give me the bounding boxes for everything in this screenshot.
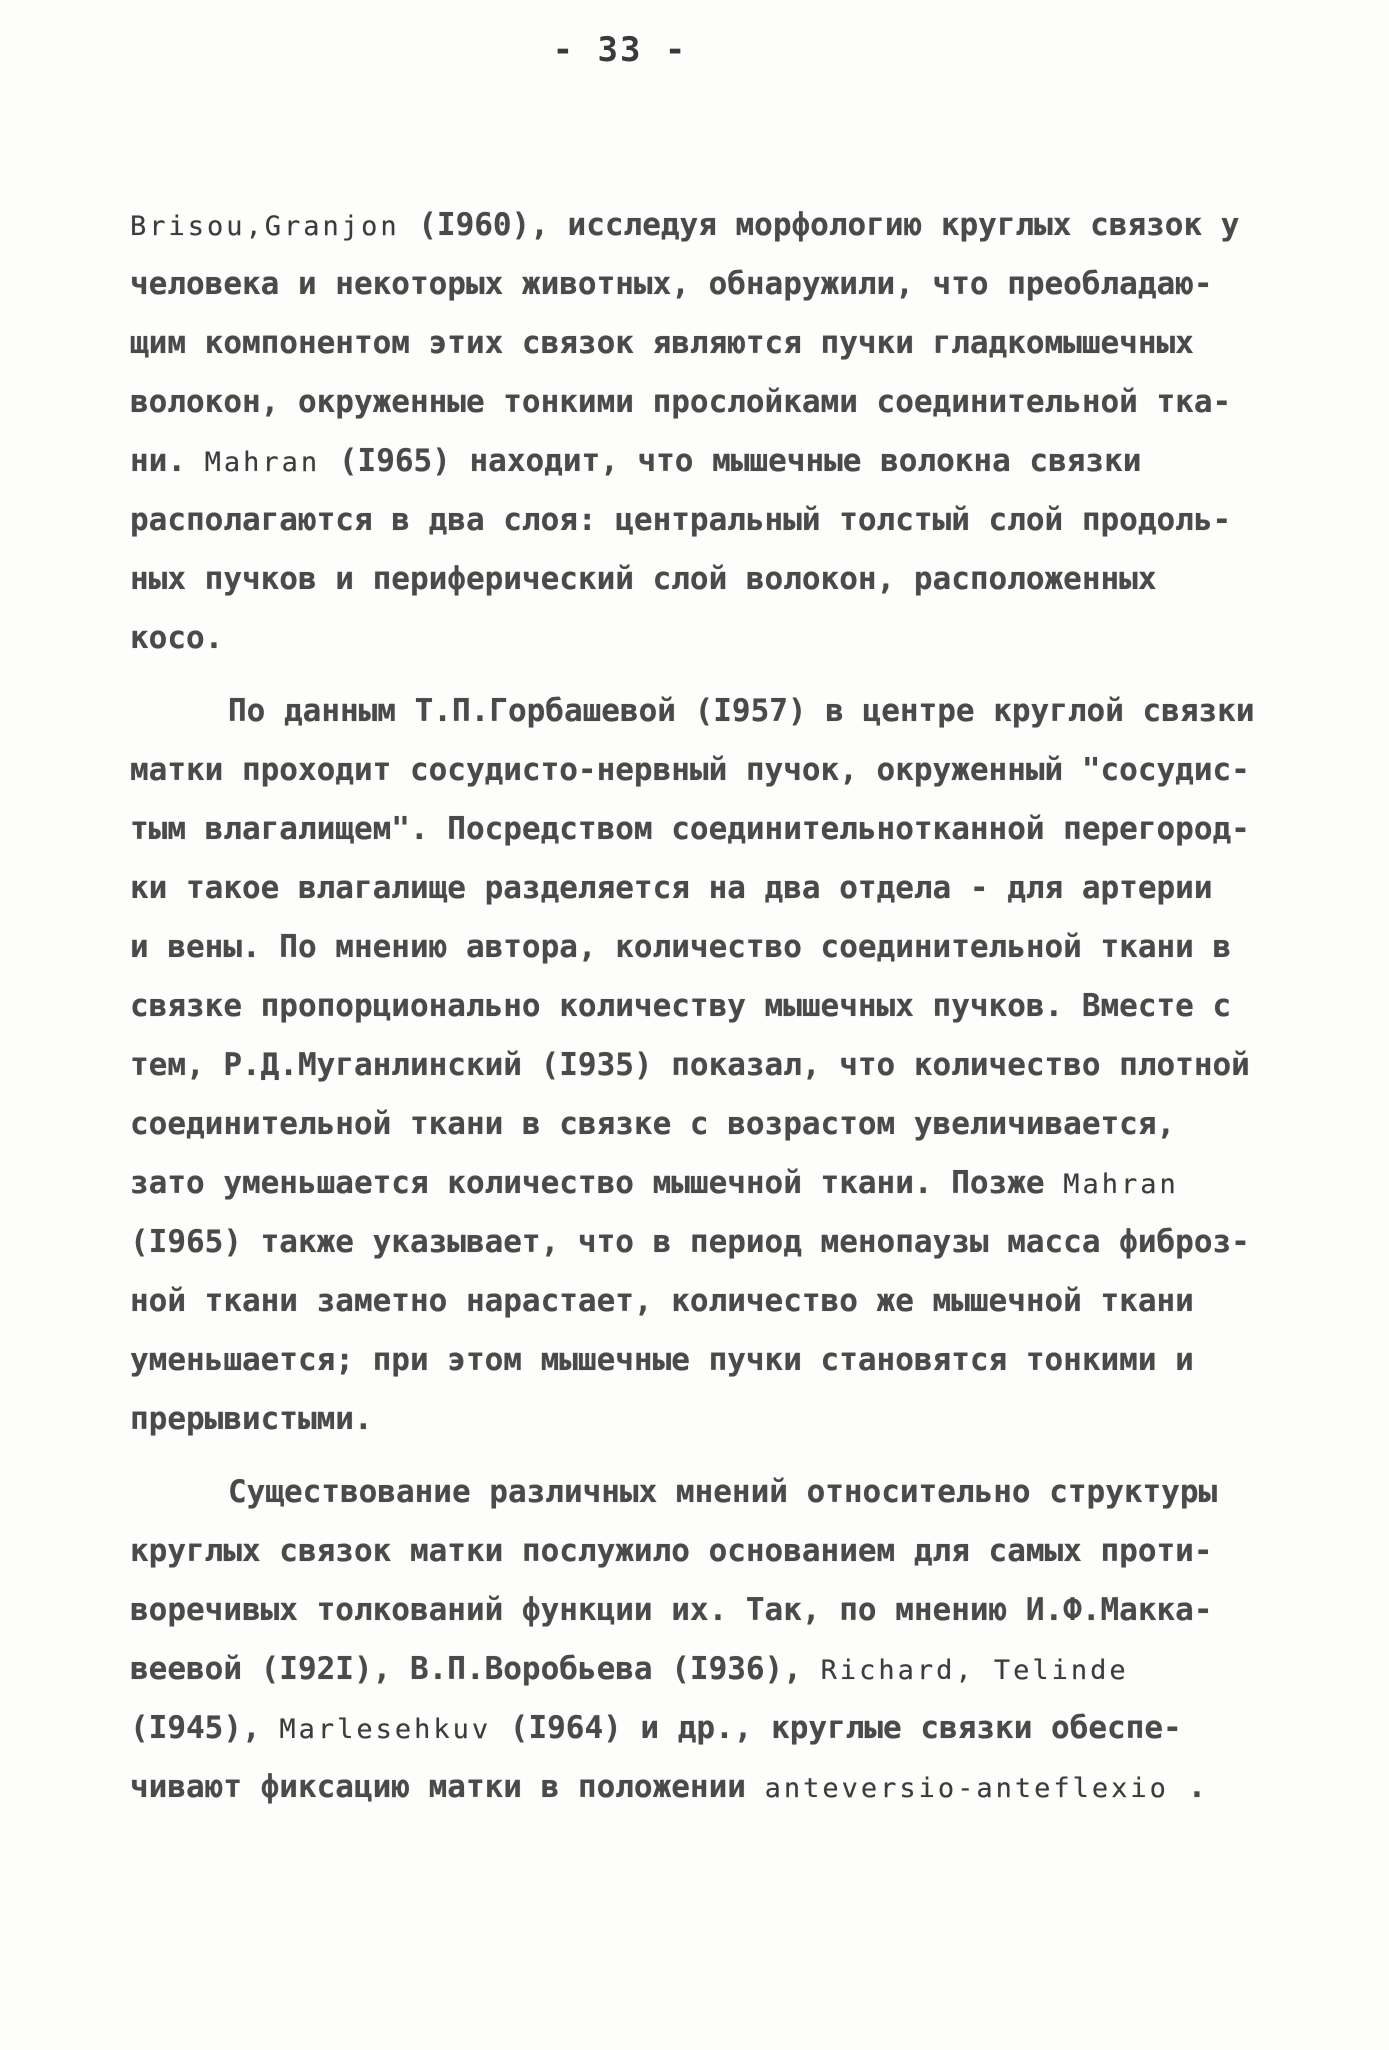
text-line <box>130 1758 1290 1817</box>
text-segment: матки проходит сосудисто-нервный пучок, окруженный "сосудис- <box>130 752 1250 788</box>
text-line <box>130 255 1290 314</box>
text-line <box>130 491 1290 550</box>
latin-term: Brisou,Granjon <box>130 211 400 242</box>
text-segment: ки такое влагалище разделяется на два отдела - для артерии <box>130 870 1213 906</box>
latin-term: anteversio-anteflexio <box>764 1773 1169 1804</box>
paragraph-1 <box>130 196 1290 668</box>
text-segment: По данным Т.П.Горбашевой (I957) в центре круглой связки <box>228 693 1255 729</box>
text-segment: уменьшается; при этом мышечные пучки становятся тонкими и <box>130 1342 1194 1378</box>
text-line <box>130 977 1290 1036</box>
latin-term: Marlesehkuv <box>279 1714 492 1745</box>
paragraph-3 <box>130 1463 1290 1817</box>
text-segment: (I964) и др., круглые связки обеспе- <box>491 1710 1182 1746</box>
text-line <box>130 918 1290 977</box>
text-segment: (I945), <box>130 1710 280 1746</box>
text-line <box>130 1463 1290 1522</box>
text-segment: щим компонентом этих связок являются пучки гладкомышечных <box>130 325 1194 361</box>
text-segment: соединительной ткани в связке с возрастом увеличивается, <box>130 1106 1176 1142</box>
text-line <box>130 741 1290 800</box>
paragraph-2 <box>130 682 1290 1449</box>
text-segment: ной ткани заметно нарастает, количество же мышечной ткани <box>130 1283 1194 1319</box>
text-line <box>130 196 1290 255</box>
text-line <box>130 373 1290 432</box>
text-line <box>130 1213 1290 1272</box>
text-line <box>130 800 1290 859</box>
text-segment: ни. <box>130 443 205 479</box>
text-segment: (I965) также указывает, что в период менопаузы масса фиброз- <box>130 1224 1250 1260</box>
text-line <box>130 1522 1290 1581</box>
text-segment: (I965) находит, что мышечные волокна связки <box>320 443 1142 479</box>
text-line <box>130 682 1290 741</box>
text-line <box>130 1581 1290 1640</box>
text-line <box>130 550 1290 609</box>
text-segment: ных пучков и периферический слой волокон, расположенных <box>130 561 1157 597</box>
latin-term: Mahran <box>1063 1169 1179 1200</box>
latin-term: Richard, Telinde <box>820 1655 1129 1686</box>
paragraph-gap <box>130 668 1290 682</box>
text-segment: человека и некоторых животных, обнаружили, что преобладаю- <box>130 266 1213 302</box>
page-number: - 33 - <box>552 30 688 70</box>
text-line <box>130 432 1290 491</box>
text-segment: прерывистыми. <box>130 1401 373 1437</box>
text-line <box>130 1390 1290 1449</box>
text-segment: . <box>1168 1769 1207 1805</box>
text-segment: зато уменьшается количество мышечной ткани. Позже <box>130 1165 1064 1201</box>
text-segment: волокон, окруженные тонкими прослойками соединительной тка- <box>130 384 1232 420</box>
text-line <box>130 609 1290 668</box>
text-line <box>130 1640 1290 1699</box>
text-segment: чивают фиксацию матки в положении <box>130 1769 765 1805</box>
text-segment: располагаются в два слоя: центральный толстый слой продоль- <box>130 502 1232 538</box>
text-line <box>130 1272 1290 1331</box>
text-segment: косо. <box>130 620 224 656</box>
text-line <box>130 1095 1290 1154</box>
text-segment: тым влагалищем". Посредством соединительнотканной перегород- <box>130 811 1250 847</box>
paragraph-gap <box>130 1449 1290 1463</box>
latin-term: Mahran <box>204 447 321 478</box>
text-line <box>130 1331 1290 1390</box>
text-line <box>130 859 1290 918</box>
text-line <box>130 1699 1290 1758</box>
text-segment: (I960), исследуя морфологию круглых связок у <box>399 207 1240 243</box>
text-segment: веевой (I92I), В.П.Воробьева (I936), <box>130 1651 821 1687</box>
text-segment: Существование различных мнений относительно структуры <box>228 1474 1218 1510</box>
text-segment: круглых связок матки послужило основанием для самых проти- <box>130 1533 1213 1569</box>
body-text <box>130 196 1290 1817</box>
text-line <box>130 314 1290 373</box>
text-segment: и вены. По мнению автора, количество соединительной ткани в <box>130 929 1232 965</box>
text-segment: тем, Р.Д.Муганлинский (I935) показал, что количество плотной <box>130 1047 1250 1083</box>
text-segment: связке пропорционально количеству мышечных пучков. Вместе с <box>130 988 1232 1024</box>
text-line <box>130 1154 1290 1213</box>
text-line <box>130 1036 1290 1095</box>
text-segment: воречивых толкований функции их. Так, по мнению И.Ф.Макка- <box>130 1592 1213 1628</box>
